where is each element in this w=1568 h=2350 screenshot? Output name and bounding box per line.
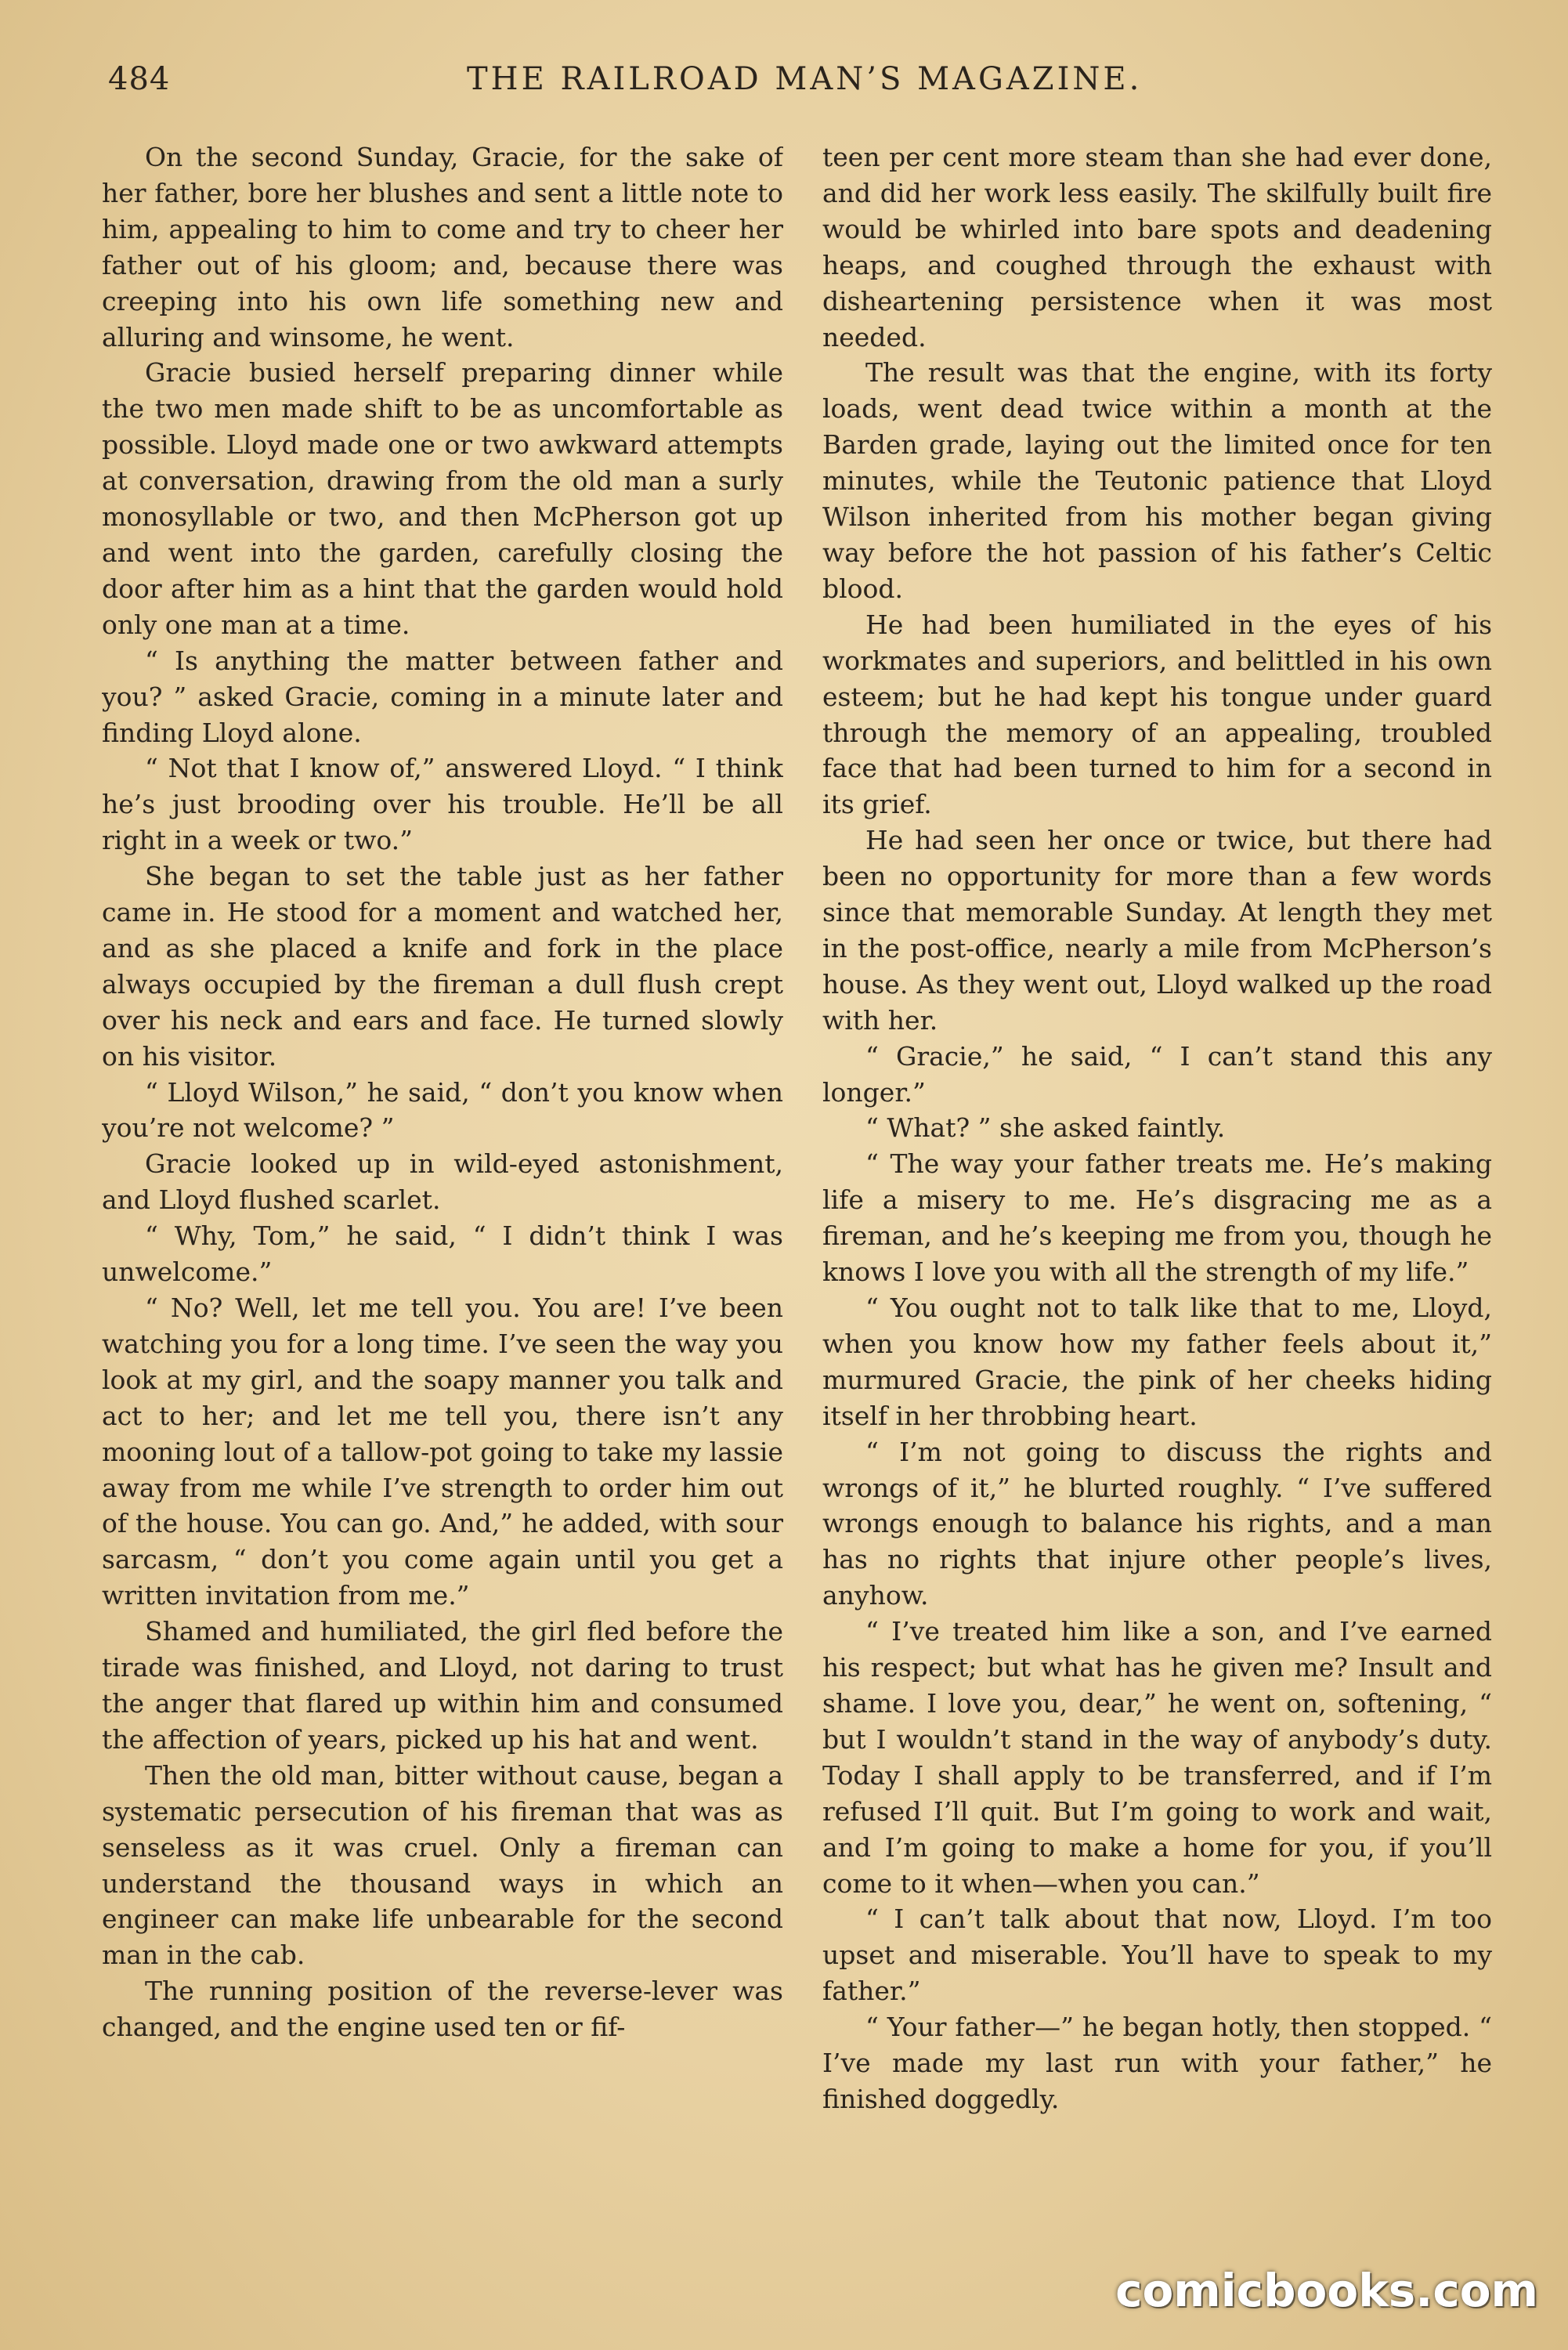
site-watermark: comicbooks.com [1115,2264,1538,2317]
paragraph: “ You ought not to talk like that to me, Lloyd, when you know how my father feels about it,” murmured Gracie, the pink of her cheeks hiding itself in her throbbing heart. [822,1292,1492,1431]
paragraph: She began to set the table just as her father came in. He stood for a moment and watched her, and as she placed a knife and fork in the place always occupied by the fireman a dull flush crept over his neck and ears and face. He turned slowly on his visitor. [102,861,783,1072]
paragraph: He had been humiliated in the eyes of his workmates and superiors, and belittled in his own esteem; but he had kept his tongue under guard through the memory of an appealing, troubled face that had been turned to him for a second in its grief. [822,609,1492,820]
paragraph-continued: teen per cent more steam than she had ever done, and did her work less easily. The skilfully built fire would be whirled into bare spots and deadening heaps, and coughed through the exhaust with disheartening persistence when it was most needed. [822,142,1492,352]
paragraph: Gracie busied herself preparing dinner while the two men made shift to be as uncomfortable as possible. Lloyd made one or two awkward attempts at conversation, drawing from the old man a surly monosyllable or two, and then McPherson got up and went into the garden, carefully closing the door after him as a hint that the garden would hold only one man at a time. [102,357,783,640]
paragraph: “ I can’t talk about that now, Lloyd. I’m too upset and miserable. You’ll have to speak to my father.” [822,1904,1492,2007]
paragraph: He had seen her once or twice, but there had been no opportunity for more than a few words since that memorable Sunday. At length they met in the post-office, nearly a mile from McPherson’s house. As they went out, Lloyd walked up the road with her. [822,825,1492,1036]
paragraph: “ Gracie,” he said, “ I can’t stand this any longer.” [822,1040,1492,1108]
left-column [102,139,783,2239]
page-header [108,61,1502,116]
paragraph: “ I’m not going to discuss the rights and wrongs of it,” he blurted roughly. “ I’ve suffered wrongs enough to balance his rights, and a man has no rights that injure other people’s lives, anyhow. [822,1436,1492,1611]
paragraph: “ What? ” she asked faintly. [865,1112,1226,1144]
paragraph: Then the old man, bitter without cause, began a systematic persecution of his fireman that was as senseless as it was cruel. Only a fireman can understand the thousand ways in which an engineer can make life unbearable for the second man in the cab. [102,1759,783,1971]
page-number: 484 [108,61,171,97]
paragraph: “ No? Well, let me tell you. You are! I’ve been watching you for a long time. I’ve seen the way you look at my girl, and the soapy manner you talk and act to her; and let me tell you, there isn’t any mooning lout of a tallow-pot going to take my lassie away from me while I’ve strength to order him out of the house. You can go. And,” he added, with sour sarcasm, “ don’t you come again until you get a written invitation from me.” [102,1292,783,1611]
paragraph: Gracie looked up in wild-eyed astonishment, and Lloyd flushed scarlet. [102,1148,783,1216]
paragraph: “ Why, Tom,” he said, “ I didn’t think I was unwelcome.” [102,1220,783,1288]
paragraph: “ I’ve treated him like a son, and I’ve earned his respect; but what has he given me? Insult and shame. I love you, dear,” he went on, softening, “ but I wouldn’t stand in the way of anybody’s duty. Today I shall apply to be transferred, and if I’m refused I’ll quit. But I’m going to work and wait, and I’m going to make a home for you, if you’ll come to it when—when you can.” [822,1616,1492,1899]
paragraph: Shamed and humiliated, the girl fled before the tirade was finished, and Lloyd, not daring to trust the anger that flared up within him and consumed the affection of years, picked up his hat and went. [102,1616,783,1755]
paragraph: On the second Sunday, Gracie, for the sake of her father, bore her blushes and sent a little note to him, appealing to him to come and try to cheer her father out of his gloom; and, because there was creeping into his own life something new and alluring and winsome, he went. [102,142,783,352]
paragraph: The result was that the engine, with its forty loads, went dead twice within a month at the Barden grade, laying out the limited once for ten minutes, while the Teutonic patience that Lloyd Wilson inherited from his mother began giving way before the hot passion of his father’s Celtic blood. [822,357,1492,604]
paragraph: The running position of the reverse-lever was changed, and the engine used ten or fif- [102,1976,783,2043]
paragraph: “ The way your father treats me. He’s making life a misery to me. He’s disgracing me as a fireman, and he’s keeping me from you, though he knows I love you with all the strength of my life.” [822,1148,1492,1288]
paragraph: “ Not that I know of,” answered Lloyd. “ I think he’s just brooding over his trouble. He’ll be all right in a week or two.” [102,753,783,856]
paragraph: “ Your father—” he began hotly, then stopped. “ I’ve made my last run with your father,” he finished doggedly. [822,2012,1492,2114]
paragraph: “ Lloyd Wilson,” he said, “ don’t you know when you’re not welcome? ” [102,1076,783,1144]
right-column [822,139,1492,2239]
paragraph: “ Is anything the matter between father and you? ” asked Gracie, coming in a minute later and finding Lloyd alone. [102,645,783,748]
running-title: THE RAILROAD MAN’S MAGAZINE. [467,61,1143,97]
